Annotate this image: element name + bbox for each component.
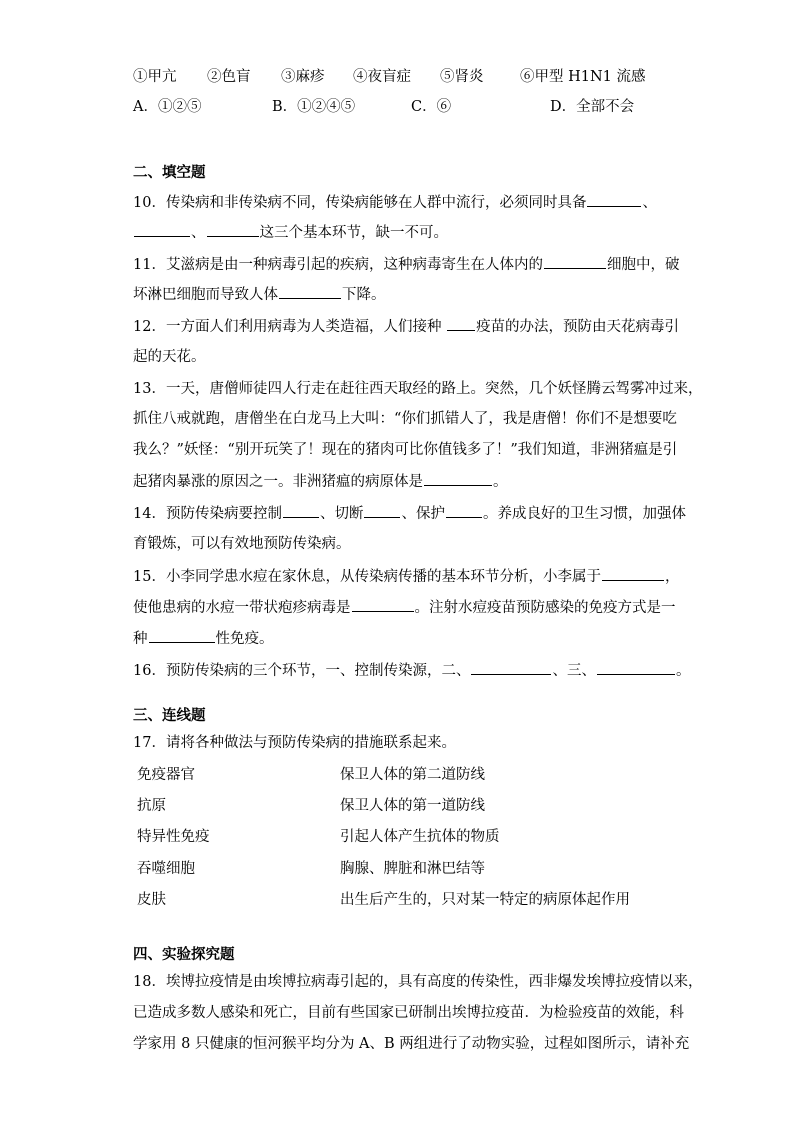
question-12-line-1: 12．一方面人们利用病毒为人类造福，人们接种 疫苗的办法，预防由天花病毒引 <box>133 316 679 337</box>
item-1: ①甲亢 <box>133 69 177 85</box>
match-right-1: 保卫人体的第二道防线 <box>340 767 485 783</box>
question-10-line-2: 、 这三个基本环节，缺一不可。 <box>133 222 448 243</box>
item-3: ③麻疹 <box>281 69 325 85</box>
question-17: 17．请将各种做法与预防传染病的措施联系起来。 <box>133 735 456 751</box>
choice-c: C．⑥ <box>411 99 452 115</box>
question-13-line-1: 13．一天，唐僧师徒四人行走在赶往西天取经的路上。突然，几个妖怪腾云驾雾冲过来， <box>133 381 703 397</box>
question-18-line-3: 学家用 8 只健康的恒河猴平均分为 A、B 两组进行了动物实验，过程如图所示，请补充 <box>133 1036 690 1052</box>
question-10-line-1: 10．传染病和非传染病不同，传染病能够在人群中流行，必须同时具备 、 <box>133 192 657 213</box>
match-left-2: 抗原 <box>137 798 166 814</box>
question-13-line-2: 抓住八戒就跑，唐僧坐在白龙马上大叫：“你们抓错人了，我是唐僧！你们不是想要吃 <box>133 411 677 427</box>
match-right-4: 胸腺、脾脏和淋巴结等 <box>340 861 485 877</box>
match-left-1: 免疫器官 <box>137 767 195 783</box>
match-left-3: 特异性免疫 <box>137 829 210 845</box>
match-right-2: 保卫人体的第一道防线 <box>340 798 485 814</box>
choice-a: A．①②⑤ <box>133 99 202 115</box>
section-heading-experiment: 四、实验探究题 <box>133 947 235 963</box>
question-16-line-1: 16．预防传染病的三个环节，一、控制传染源，二、 、三、 。 <box>133 660 690 681</box>
question-18-line-2: 已造成多数人感染和死亡，目前有些国家已研制出埃博拉疫苗．为检验疫苗的效能，科 <box>133 1005 684 1021</box>
question-15-line-2: 使他患病的水痘一带状疱疹病毒是 。注射水痘疫苗预防感染的免疫方式是一 <box>133 597 676 618</box>
question-12-line-2: 起的天花。 <box>133 349 206 365</box>
item-4: ④夜盲症 <box>353 69 411 85</box>
question-14-line-1: 14．预防传染病要控制 、切断 、保护 。养成良好的卫生习惯，加强体 <box>133 503 686 524</box>
question-14-line-2: 育锻炼，可以有效地预防传染病。 <box>133 536 351 552</box>
question-15-line-1: 15．小李同学患水痘在家休息，从传染病传播的基本环节分析，小李属于 ， <box>133 566 679 587</box>
match-right-3: 引起人体产生抗体的物质 <box>340 829 500 845</box>
choice-d: D．全部不会 <box>550 99 635 115</box>
question-13-line-4: 起猪肉暴涨的原因之一。非洲猪瘟的病原体是 。 <box>133 471 508 492</box>
match-left-5: 皮肤 <box>137 892 166 908</box>
match-left-4: 吞噬细胞 <box>137 861 195 877</box>
match-right-5: 出生后产生的，只对某一特定的病原体起作用 <box>340 892 630 908</box>
item-2: ②色盲 <box>207 69 251 85</box>
question-15-line-3: 种 性免疫。 <box>133 628 274 649</box>
question-18-line-1: 18．埃博拉疫情是由埃博拉病毒引起的，具有高度的传染性，西非爆发埃博拉疫情以来， <box>133 974 703 990</box>
item-6: ⑥甲型 H1N1 流感 <box>520 69 646 85</box>
question-11-line-2: 坏淋巴细胞而导致人体 下降。 <box>133 284 386 305</box>
question-13-line-3: 我么？”妖怪：“别开玩笑了！现在的猪肉可比你值钱多了！”我们知道，非洲猪瘟是引 <box>133 442 678 458</box>
question-11-line-1: 11．艾滋病是由一种病毒引起的疾病，这种病毒寄生在人体内的 细胞中，破 <box>133 254 679 275</box>
item-5: ⑤肾炎 <box>440 69 484 85</box>
section-heading-fill: 二、填空题 <box>133 165 206 181</box>
section-heading-matching: 三、连线题 <box>133 708 206 724</box>
choice-b: B．①②④⑤ <box>272 99 356 115</box>
